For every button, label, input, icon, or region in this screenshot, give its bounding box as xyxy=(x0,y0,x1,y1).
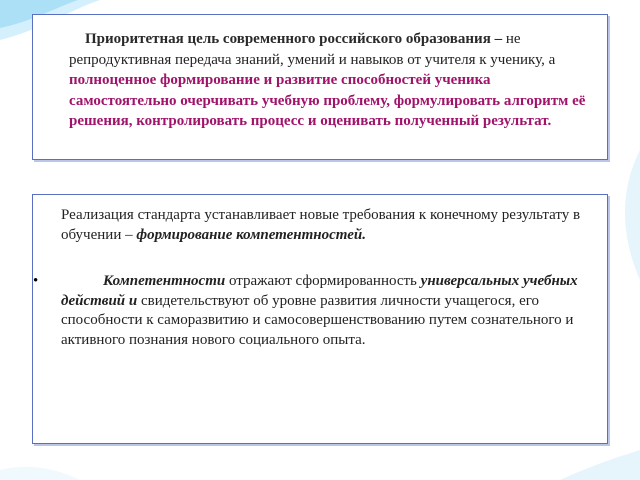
standard-paragraph-text: Реализация стандарта устанавливает новые требования к конечному результату в обучении – xyxy=(61,207,581,243)
priority-goal-accent: полноценное формирование и развитие способностей ученика самостоятельно очерчивать учебную проблему, формулировать алгоритм её решения, контролировать процесс и оценивать полученный результат. xyxy=(69,72,586,129)
competencies-bullet-item xyxy=(33,272,603,350)
competencies-text-2: свидетельствуют об уровне развития личности учащегося, его способности к саморазвитию и самосовершенствованию путем сознательного и активного познания нового социального опыта. xyxy=(61,292,574,348)
priority-goal-text-1: не репродуктивная передача знаний, умений и навыков от учителя к ученику, а xyxy=(69,31,556,68)
priority-goal-heading: Приоритетная цель современного российского образования – xyxy=(85,31,503,47)
competencies-formation-emphasis: формирование компетентностей. xyxy=(136,226,367,243)
competencies-term: Компетентности xyxy=(103,273,226,289)
decor-wave-bottom-left xyxy=(0,467,80,480)
priority-goal-box xyxy=(32,14,608,160)
bullet-marker: • xyxy=(33,273,39,289)
competencies-text-1: отражают сформированность xyxy=(225,273,421,289)
priority-goal-text xyxy=(69,29,593,132)
standard-requirements-box xyxy=(32,194,608,444)
decor-wave-bottom-right xyxy=(560,450,640,480)
competencies-paragraph xyxy=(61,272,603,350)
decor-wave-right xyxy=(625,150,640,280)
universal-actions-emphasis: универсальных учебных действий и xyxy=(61,273,578,309)
standard-paragraph xyxy=(61,206,603,245)
